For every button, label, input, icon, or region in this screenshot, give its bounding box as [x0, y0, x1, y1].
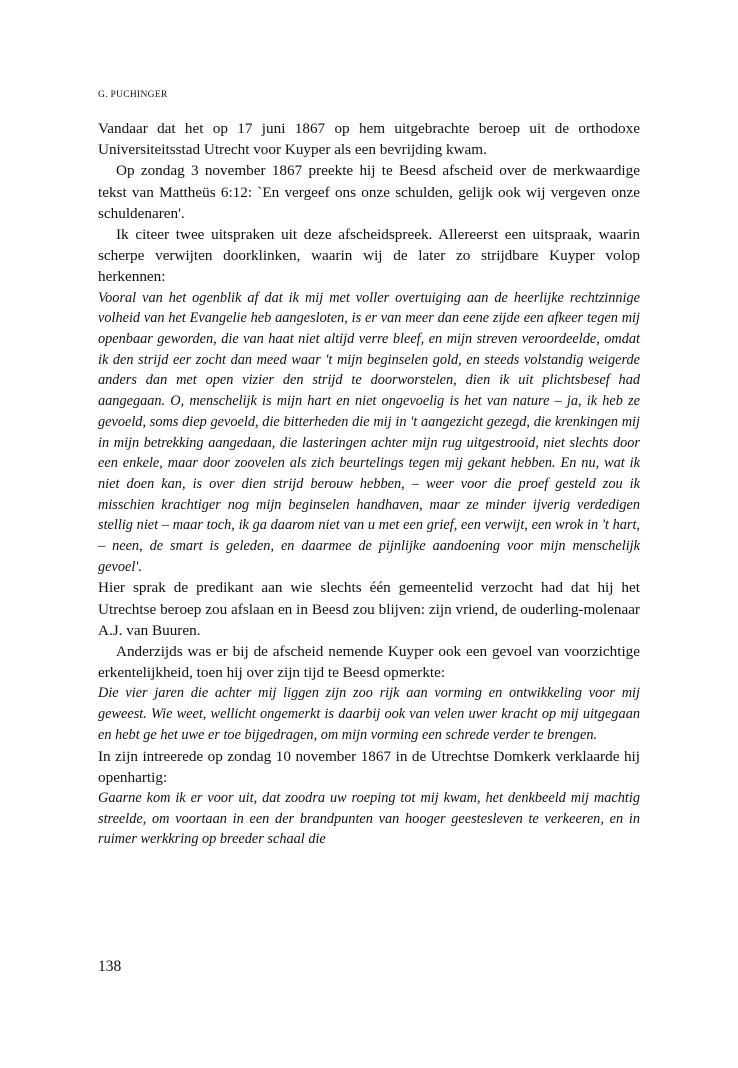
page-number: 138 [98, 958, 122, 975]
paragraph: Vandaar dat het op 17 juni 1867 op hem uitgebrachte beroep uit de orthodoxe Universiteitsstad Utrecht voor Kuyper als een bevrijding kwam. [98, 120, 640, 159]
paragraph: Anderzijds was er bij de afscheid nemende Kuyper ook een gevoel van voorzichtige erkentelijkheid, toen hij over zijn tijd te Beesd opmerkte: [98, 643, 640, 682]
body-text [98, 118, 640, 850]
paragraph: In zijn intreerede op zondag 10 november 1867 in de Utrechtse Domkerk verklaarde hij openhartig: [98, 747, 640, 786]
running-head: G. PUCHINGER [98, 90, 168, 100]
paragraph: Hier sprak de predikant aan wie slechts één gemeentelid verzocht had dat hij het Utrechtse beroep zou afslaan en in Beesd zou blijven: zijn vriend, de ouderling-molenaar A.J. van Buuren. [98, 579, 640, 639]
block-quote: Die vier jaren die achter mij liggen zijn zoo rijk aan vorming en ontwikkeling voor mij geweest. Wie weet, wellicht ongemerkt is daarbij ook van velen uwer kracht op mij uitgegaan en hebt ge het uwe er toe bijgedragen, om mijn vorming een schrede verder te brengen. [98, 685, 640, 743]
paragraph: Op zondag 3 november 1867 preekte hij te Beesd afscheid over de merkwaardige tekst van Mattheüs 6:12: `En vergeef ons onze schulden, gelijk ook wij vergeven onze schuldenaren'. [98, 162, 640, 222]
block-quote: Gaarne kom ik er voor uit, dat zoodra uw roeping tot mij kwam, het denkbeeld mij machtig streelde, om voortaan in een der brandpunten van hooger geestesleven te verkeeren, en in ruimer werkkring op breeder schaal die [98, 790, 640, 848]
block-quote: Vooral van het ogenblik af dat ik mij met voller overtuiging aan de heerlijke rechtzinnige volheid van het Evangelie heb aangesloten, is er van meer dan eene zijde een afkeer tegen mij openbaar geworden, die van haat niet altijd verre bleef, en mijn streven veroordeelde, omdat ik den strijd eer zocht dan meed waar 't mijn beginselen gold, en steeds volstandig weigerde anders dan met open vizier den strijd te doorworstelen, dien ik uit plichtsbesef had aangegaan. O, menschelijk is mijn hart en niet ongevoelig is het van nature – ja, ik heb ze gevoeld, soms diep gevoeld, die bitterheden die mij in 't aangezicht gezegd, die krenkingen mij in mijn betrekking aangedaan, die lasteringen achter mijn rug uitgestrooid, niet slechts door een enkele, maar door zoovelen als zich beurtelings tegen mij gekant hebben. En nu, wat ik niet doen kan, is over dien strijd berouw hebben, – weer voor die proef gesteld zou ik misschien krachtiger nog mijn beginselen handhaven, maar ze minder ijverig verdedigen stellig niet – maar toch, ik ga daarom niet van u met een grief, een verwijt, een wrok in 't hart, – neen, de smart is geleden, en daarmee de pijnlijke aandoening voor mijn menschelijk gevoel'. [98, 289, 640, 575]
paragraph: Ik citeer twee uitspraken uit deze afscheidspreek. Allereerst een uitspraak, waarin scherpe verwijten doorklinken, waarin wij de later zo strijdbare Kuyper volop herkennen: [98, 226, 640, 286]
